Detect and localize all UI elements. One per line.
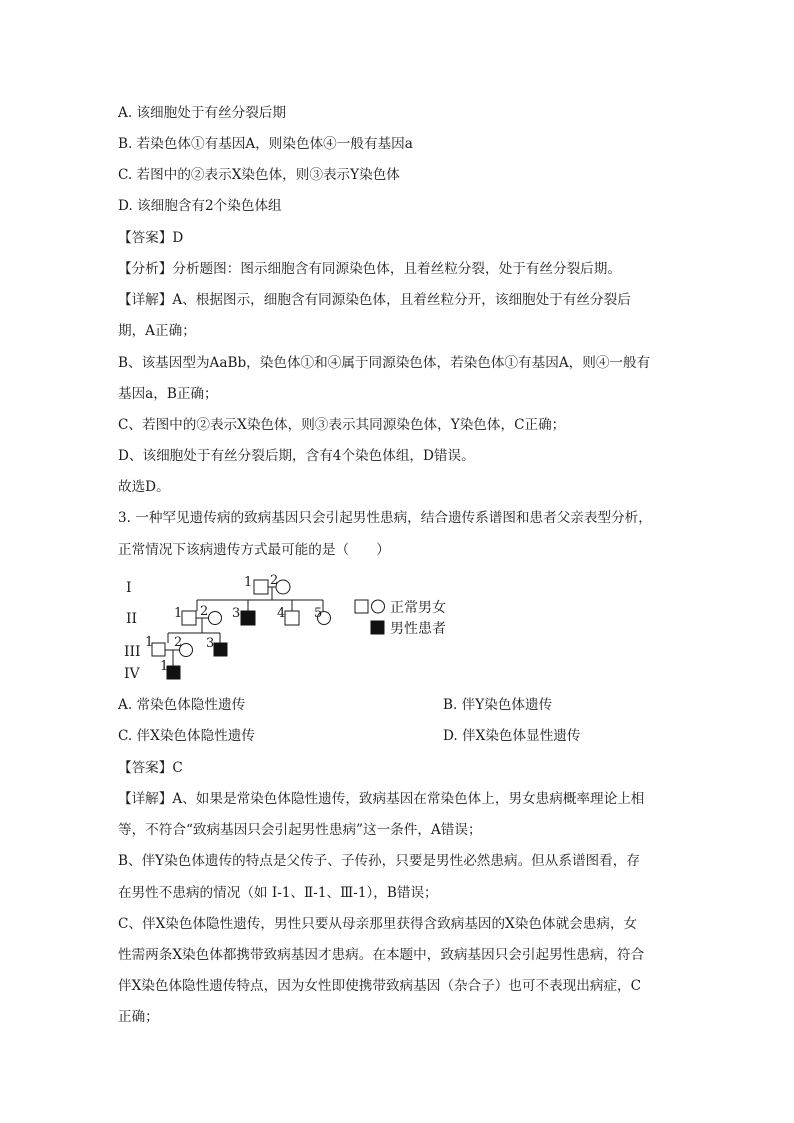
pedigree-iii-1-normal-male — [152, 643, 165, 656]
q3-explain-line: 性需两条X染色体都携带致病基因才患病。在本题中，致病基因只会引起男性患病，符合 — [118, 947, 645, 963]
pedigree-chart — [118, 568, 478, 690]
individual-number: 3 — [206, 636, 215, 651]
q3-explain-line: C、伴X染色体隐性遗传，男性只要从母亲那里获得含致病基因的X染色体就会患病，女 — [118, 916, 638, 932]
q3-explain-line: 【详解】A、如果是常染色体隐性遗传，致病基因在常染色体上，男女患病概率理论上相 — [118, 791, 645, 807]
legend-normal-male-symbol — [355, 600, 368, 613]
q2-option-a: A. 该细胞处于有丝分裂后期 — [118, 105, 286, 121]
individual-number: 1 — [145, 635, 154, 650]
individual-number: 4 — [277, 606, 286, 621]
generation-label: I — [126, 580, 132, 596]
q2-explain-line: C、若图中的②表示X染色体，则③表示其同源染色体，Y染色体，C正确； — [118, 417, 566, 433]
individual-number: 1 — [160, 659, 169, 674]
q2-explain-line: 【详解】A、根据图示，细胞含有同源染色体，且着丝粒分开，该细胞处于有丝分裂后 — [118, 292, 631, 308]
q2-option-b: B. 若染色体①有基因A，则染色体④一般有基因a — [118, 136, 413, 152]
q3-explain-line: B、伴Y染色体遗传的特点是父传子、子传孙，只要是男性必然患病。但从系谱图看，存 — [118, 853, 640, 869]
pedigree-ii-2-normal-female — [209, 612, 222, 625]
legend-normal-label: 正常男女 — [390, 600, 446, 616]
individual-number: 1 — [174, 606, 183, 621]
q3-option-c: C. 伴X染色体隐性遗传 — [118, 728, 255, 744]
q3-option-a: A. 常染色体隐性遗传 — [118, 697, 246, 713]
generation-label: II — [126, 611, 138, 627]
individual-number: 2 — [200, 604, 209, 619]
q3-explain-line: 等，不符合“致病基因只会引起男性患病”这一条件，A错误； — [118, 822, 482, 838]
q3-answer: 【答案】C — [118, 760, 183, 776]
pedigree-iv-1-affected-male — [167, 666, 180, 679]
q3-stem-line: 正常情况下该病遗传方式最可能的是（ ） — [118, 542, 390, 558]
generation-label: III — [124, 644, 141, 660]
pedigree-ii-3-affected-male — [241, 611, 255, 625]
pedigree-i-1-normal-male — [254, 580, 268, 594]
q3-stem-line: 3. 一种罕见遗传病的致病基因只会引起男性患病，结合遗传系谱图和患者父亲表型分析， — [118, 510, 652, 526]
q2-explain-line: D、该细胞处于有丝分裂后期，含有4个染色体组，D错误。 — [118, 448, 475, 464]
generation-label: IV — [124, 666, 140, 682]
pedigree-ii-1-normal-male — [182, 611, 196, 625]
q3-option-b: B. 伴Y染色体遗传 — [443, 697, 553, 713]
individual-number: 1 — [244, 575, 253, 590]
q2-explain-line: 故选D。 — [118, 479, 170, 495]
q2-explain-line: 期，A正确； — [118, 323, 196, 339]
q2-answer: 【答案】D — [118, 230, 184, 246]
q3-explain-line: 正确； — [118, 1009, 159, 1025]
individual-number: 3 — [232, 606, 241, 621]
q2-option-c: C. 若图中的②表示X染色体，则③表示Y染色体 — [118, 167, 400, 183]
legend-affected-label: 男性患者 — [390, 621, 446, 637]
q2-option-d: D. 该细胞含有2个染色体组 — [118, 198, 282, 214]
pedigree-iii-3-affected-male — [214, 643, 227, 656]
legend-normal-female-symbol — [372, 600, 385, 613]
individual-number: 2 — [270, 573, 279, 588]
legend-affected-male-symbol — [371, 621, 384, 634]
q2-explain-line: 基因a，B正确； — [118, 386, 218, 402]
q3-option-d: D. 伴X染色体显性遗传 — [443, 728, 581, 744]
pedigree-ii-4-normal-male — [285, 611, 299, 625]
q2-analysis: 【分析】分析题图：图示细胞含有同源染色体，且着丝粒分裂，处于有丝分裂后期。 — [118, 261, 621, 277]
q3-explain-line: 在男性不患病的情况（如 Ⅰ-1、Ⅱ-1、Ⅲ-1），B错误； — [118, 885, 438, 901]
q2-explain-line: B、该基因型为AaBb，染色体①和④属于同源染色体，若染色体①有基因A，则④一般有 — [118, 355, 651, 371]
individual-number: 2 — [174, 635, 183, 650]
q3-explain-line: 伴X染色体隐性遗传特点，因为女性即使携带致病基因（杂合子）也可不表现出病症，C — [118, 978, 642, 994]
individual-number: 5 — [314, 606, 323, 621]
